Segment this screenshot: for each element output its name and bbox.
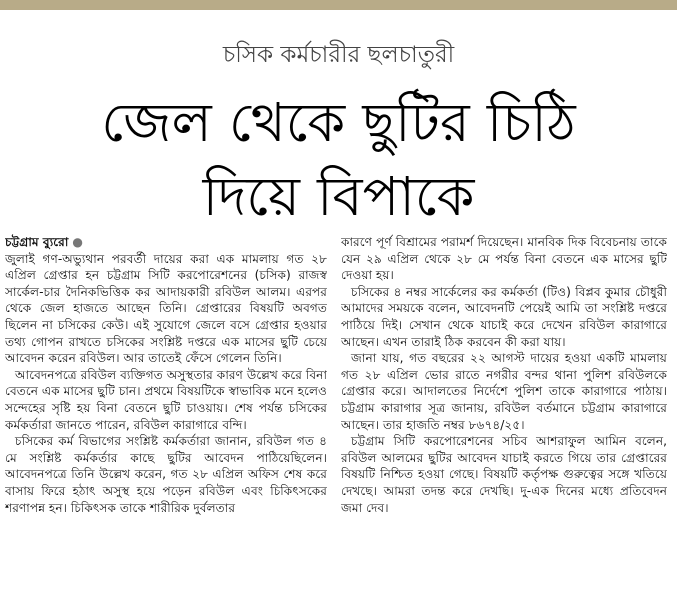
paragraph: জানা যায়, গত বছরের ২২ আগস্ট দায়ের হওয়া একটি মামলায় গত ২৮ এপ্রিল ভোর রাতে নগরীর বন্দর থানা পুলিশ রবিউলকে গ্রেপ্তার করে। আদালতের নির্দেশে পুলিশ তাকে কারাগারে পাঠায়। চট্টগ্রাম কারাগার সূত্র জানায়, রবিউল বর্তমানে চট্টগ্রাম কারাগারে আছেন। তার হাজতি নম্বর ৮৬৭৪/২৫। <box>341 351 667 432</box>
headline-line-1: জেল থেকে ছুটির চিঠি <box>101 91 576 154</box>
byline-dot-icon: ● <box>72 235 83 249</box>
paragraph: চসিকের ৪ নম্বর সার্কেলের কর কর্মকর্তা (টিও) বিপ্লব কুমার চৌধুরী আমাদের সময়কে বলেন, আবেদনটি পেয়েই আমি তা সংশ্লিষ্ট দপ্তরে পাঠিয়ে দিই। সেখান থেকে যাচাই করে দেখেন রবিউল কারাগারে আছেন। এখন তারাই ঠিক করবেন কী করা যায়। <box>341 284 667 349</box>
article-column-right <box>341 234 667 596</box>
headline <box>0 86 677 234</box>
article-column-left <box>5 234 327 596</box>
paragraph: কারণে পূর্ণ বিশ্রামের পরামর্শ দিয়েছেন। মানবিক দিক বিবেচনায় তাকে যেন ২৯ এপ্রিল থেকে ২৮ মে পর্যন্ত বিনা বেতনে এক মাসের ছুটি দেওয়া হয়। <box>341 235 667 283</box>
paragraph: আবেদনপত্রে রবিউল ব্যক্তিগত অসুস্থতার কারণ উল্লেখ করে বিনা বেতনে এক মাসের ছুটি চান। প্রথমে বিষয়টিকে স্বাভাবিক মনে হলেও সন্দেহের সৃষ্টি হয় বিনা বেতনে ছুটি চাওয়ায়। শেষ পর্যন্ত চসিকের কর্মকর্তারা জানতে পারেন, রবিউল কারাগারে বন্দি। <box>5 367 327 432</box>
headline-line-2: দিয়ে বিপাকে <box>202 165 475 228</box>
paragraph: চট্টগ্রাম সিটি করপোরেশনের সচিব আশরাফুল আমিন বলেন, রবিউল আলমের ছুটির আবেদন যাচাই করতে গিয়ে তার গ্রেপ্তারের বিষয়টি নিশ্চিত হওয়া গেছে। বিষয়টি কর্তৃপক্ষ গুরুত্বের সঙ্গে খতিয়ে দেখছে। আমরা তদন্ত করে দেখছি। দু-এক দিনের মধ্যে প্রতিবেদন জমা দেব। <box>341 434 667 515</box>
paragraph: চসিকের কর্ম বিভাগের সংশ্লিষ্ট কর্মকর্তারা জানান, রবিউল গত ৪ মে সংশ্লিষ্ট কর্মকর্তার কাছে ছুটির আবেদন পাঠিয়েছিলেন। আবেদনপত্রে তিনি উল্লেখ করেন, গত ২৮ এপ্রিল অফিস শেষ করে বাসায় ফিরে হঠাৎ অসুস্থ হয়ে পড়েন রবিউল এবং চিকিৎসকের শরণাপন্ন হন। চিকিৎসক তাকে শারীরিক দুর্বলতার <box>5 434 327 515</box>
kicker: চসিক কর্মচারীর ছলচাতুরী <box>222 42 455 68</box>
byline: চট্টগ্রাম ব্যুরো <box>5 235 69 249</box>
paragraph: জুলাই গণ-অভ্যুথান পরবর্তী দায়ের করা এক মামলায় গত ২৮ এপ্রিল গ্রেপ্তার হন চট্টগ্রাম সিটি করপোরেশনের (চসিক) রাজস্ব সার্কেল-চার দৈনিকভিত্তিক কর আদায়কারী রবিউল আলম। এরপর থেকে জেল হাজতে আছেন তিনি। গ্রেপ্তারের বিষয়টি অবগত ছিলেন না চসিকের কেউ। এই সুযোগে জেলে বসে গ্রেপ্তার হওয়ার তথ্য গোপন রাখতে চসিকের সংশ্লিষ্ট দপ্তরে এক মাসের ছুটি চেয়ে আবেদন করেন রবিউল। আর তাতেই ফেঁসে গেলেন তিনি। <box>5 251 327 366</box>
top-rule <box>0 0 677 10</box>
